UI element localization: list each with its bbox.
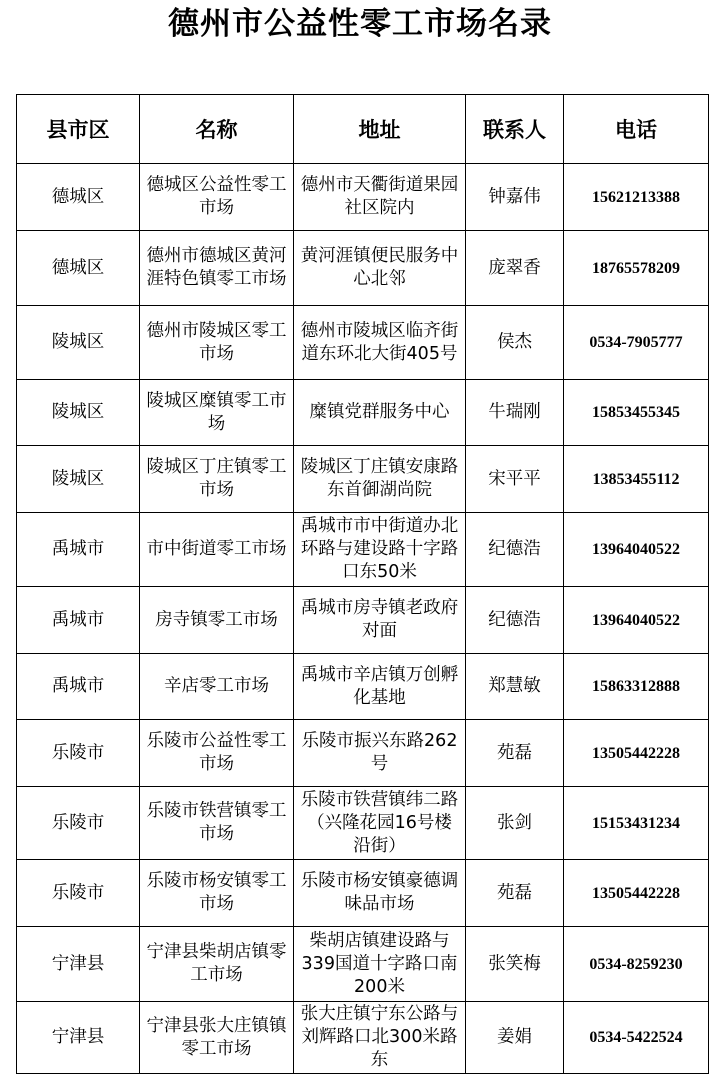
cell-contact: 张笑梅 (466, 927, 564, 1002)
cell-phone: 15853455345 (564, 380, 709, 446)
cell-name: 乐陵市公益性零工市场 (140, 720, 294, 787)
header-phone: 电话 (564, 95, 709, 164)
table-row (17, 654, 709, 720)
table-header-row (17, 95, 709, 164)
cell-contact: 姜娟 (466, 1002, 564, 1074)
cell-phone: 0534-7905777 (564, 306, 709, 380)
header-name: 名称 (140, 95, 294, 164)
cell-district: 陵城区 (17, 306, 140, 380)
cell-name: 辛店零工市场 (140, 654, 294, 720)
cell-phone: 15863312888 (564, 654, 709, 720)
cell-district: 禹城市 (17, 654, 140, 720)
cell-address: 糜镇党群服务中心 (294, 380, 466, 446)
cell-phone: 13505442228 (564, 720, 709, 787)
cell-contact: 宋平平 (466, 446, 564, 513)
cell-name: 市中街道零工市场 (140, 513, 294, 587)
cell-phone: 18765578209 (564, 231, 709, 306)
cell-phone: 13964040522 (564, 513, 709, 587)
cell-address: 禹城市房寺镇老政府对面 (294, 587, 466, 654)
cell-name: 乐陵市铁营镇零工市场 (140, 787, 294, 860)
cell-district: 禹城市 (17, 513, 140, 587)
cell-phone: 0534-5422524 (564, 1002, 709, 1074)
cell-address: 德州市陵城区临齐街道东环北大街405号 (294, 306, 466, 380)
page-title: 德州市公益性零工市场名录 (168, 6, 552, 42)
header-contact: 联系人 (466, 95, 564, 164)
cell-phone: 15621213388 (564, 164, 709, 231)
cell-phone: 0534-8259230 (564, 927, 709, 1002)
cell-contact: 钟嘉伟 (466, 164, 564, 231)
cell-district: 陵城区 (17, 380, 140, 446)
cell-name: 德州市德城区黄河涯特色镇零工市场 (140, 231, 294, 306)
table-row (17, 1002, 709, 1074)
table-row (17, 587, 709, 654)
table-row (17, 787, 709, 860)
cell-district: 德城区 (17, 164, 140, 231)
cell-name: 房寺镇零工市场 (140, 587, 294, 654)
cell-contact: 张剑 (466, 787, 564, 860)
table-row (17, 446, 709, 513)
cell-contact: 庞翠香 (466, 231, 564, 306)
cell-contact: 纪德浩 (466, 513, 564, 587)
cell-name: 乐陵市杨安镇零工市场 (140, 860, 294, 927)
table-row (17, 306, 709, 380)
cell-district: 德城区 (17, 231, 140, 306)
table-row (17, 513, 709, 587)
cell-district: 乐陵市 (17, 787, 140, 860)
cell-district: 乐陵市 (17, 860, 140, 927)
header-district: 县市区 (17, 95, 140, 164)
cell-name: 德州市陵城区零工市场 (140, 306, 294, 380)
cell-contact: 苑磊 (466, 720, 564, 787)
cell-address: 柴胡店镇建设路与339国道十字路口南200米 (294, 927, 466, 1002)
cell-name: 宁津县张大庄镇镇零工市场 (140, 1002, 294, 1074)
cell-address: 乐陵市杨安镇豪德调味品市场 (294, 860, 466, 927)
cell-address: 陵城区丁庄镇安康路东首御湖尚院 (294, 446, 466, 513)
cell-district: 宁津县 (17, 927, 140, 1002)
cell-name: 德城区公益性零工市场 (140, 164, 294, 231)
cell-address: 禹城市辛店镇万创孵化基地 (294, 654, 466, 720)
cell-contact: 纪德浩 (466, 587, 564, 654)
cell-district: 陵城区 (17, 446, 140, 513)
table-row (17, 927, 709, 1002)
cell-phone: 13505442228 (564, 860, 709, 927)
cell-contact: 郑慧敏 (466, 654, 564, 720)
cell-phone: 15153431234 (564, 787, 709, 860)
cell-contact: 苑磊 (466, 860, 564, 927)
cell-address: 德州市天衢街道果园社区院内 (294, 164, 466, 231)
cell-address: 黄河涯镇便民服务中心北邻 (294, 231, 466, 306)
table-row (17, 720, 709, 787)
table-row (17, 860, 709, 927)
table-row (17, 231, 709, 306)
cell-address: 禹城市市中街道办北环路与建设路十字路口东50米 (294, 513, 466, 587)
cell-district: 乐陵市 (17, 720, 140, 787)
cell-district: 禹城市 (17, 587, 140, 654)
cell-contact: 牛瑞刚 (466, 380, 564, 446)
cell-address: 张大庄镇宁东公路与刘辉路口北300米路东 (294, 1002, 466, 1074)
cell-phone: 13964040522 (564, 587, 709, 654)
cell-address: 乐陵市铁营镇纬二路（兴隆花园16号楼沿街） (294, 787, 466, 860)
cell-district: 宁津县 (17, 1002, 140, 1074)
table-row (17, 164, 709, 231)
table-row (17, 380, 709, 446)
market-directory-table (16, 94, 709, 1074)
cell-name: 宁津县柴胡店镇零工市场 (140, 927, 294, 1002)
cell-address: 乐陵市振兴东路262号 (294, 720, 466, 787)
cell-name: 陵城区糜镇零工市场 (140, 380, 294, 446)
cell-name: 陵城区丁庄镇零工市场 (140, 446, 294, 513)
header-address: 地址 (294, 95, 466, 164)
cell-phone: 13853455112 (564, 446, 709, 513)
cell-contact: 侯杰 (466, 306, 564, 380)
